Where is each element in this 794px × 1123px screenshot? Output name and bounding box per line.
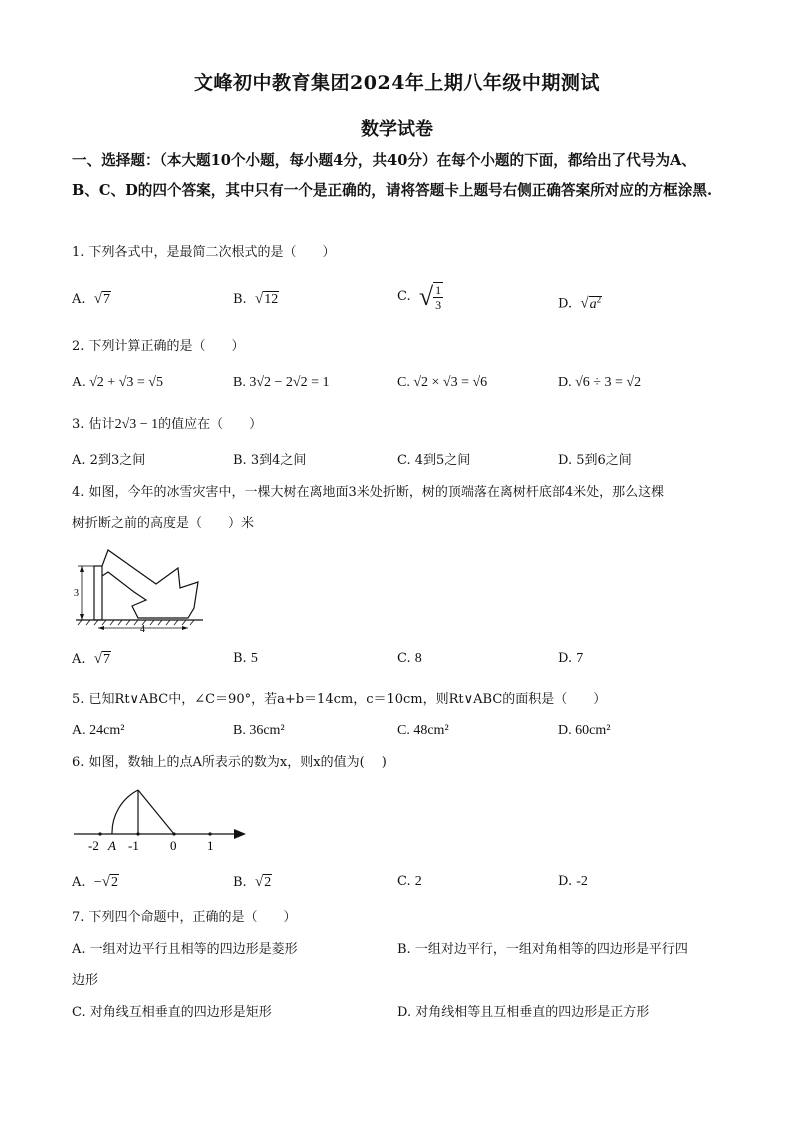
q7-option-c: C. 对角线互相垂直的四边形是矩形 bbox=[72, 1005, 272, 1020]
q1-option-b: B. √12 bbox=[233, 291, 279, 307]
question-6-stem: 6. 如图，数轴上的点A所表示的数为x，则x的值为( ) bbox=[72, 755, 387, 770]
tick-label-1: 1 bbox=[207, 838, 214, 853]
tick-label-minus-2: -2 bbox=[88, 838, 99, 853]
q5-option-c: C. 48cm² bbox=[397, 723, 449, 738]
section-heading bbox=[72, 146, 722, 206]
broken-tree-figure bbox=[68, 548, 208, 633]
q4-option-c: C. 8 bbox=[397, 651, 422, 666]
q5-option-b: B. 36cm² bbox=[233, 723, 285, 738]
q3-option-d: D. 5到6之间 bbox=[558, 453, 632, 468]
q7-option-d: D. 对角线相等且互相垂直的四边形是正方形 bbox=[397, 1005, 650, 1020]
hypotenuse bbox=[138, 790, 174, 834]
question-2-stem: 2. 下列计算正确的是（ ） bbox=[72, 339, 245, 354]
axis-arrow bbox=[234, 829, 246, 839]
exam-title: 文峰初中教育集团2024年上期八年级中期测试 bbox=[194, 72, 600, 94]
ground-hatching bbox=[78, 620, 194, 625]
q5-option-a: A. 24cm² bbox=[72, 723, 125, 738]
point-a-label: A bbox=[108, 838, 116, 853]
q3-option-b: B. 3到4之间 bbox=[233, 453, 307, 468]
q3-option-c: C. 4到5之间 bbox=[397, 453, 471, 468]
q6-option-c: C. 2 bbox=[397, 874, 422, 889]
base-label: 4 bbox=[140, 624, 145, 633]
question-3-stem: 3. 估计2√3 − 1的值应在（ ） bbox=[72, 417, 263, 432]
question-7-stem: 7. 下列四个命题中，正确的是（ ） bbox=[72, 910, 297, 925]
q7-option-b-continued: 边形 bbox=[72, 973, 99, 988]
fallen-crown bbox=[102, 550, 198, 618]
question-1-stem: 1. 下列各式中，是最简二次根式的是（ ） bbox=[72, 245, 336, 260]
tick-label-0: 0 bbox=[170, 838, 177, 853]
q2-option-b: B. 3√2 − 2√2 = 1 bbox=[233, 375, 330, 390]
tree-trunk bbox=[94, 566, 102, 620]
q3-option-a: A. 2到3之间 bbox=[72, 453, 146, 468]
q7-option-b: B. 一组对边平行，一组对角相等的四边形是平行四 bbox=[397, 942, 688, 957]
q1-option-d: D. $√a^2$ bbox=[558, 294, 602, 312]
q4-option-d: D. 7 bbox=[558, 651, 584, 666]
tick-label-minus-1: -1 bbox=[128, 838, 139, 853]
question-5-stem: 5. 已知Rt∨ABC中，∠C＝90°，若a+b＝14cm，c＝10cm，则Rt∨ABC的面积是（ ） bbox=[72, 692, 607, 707]
number-line-figure bbox=[70, 782, 250, 854]
q2-option-d: D. √6 ÷ 3 = √2 bbox=[558, 375, 642, 390]
question-4-stem-line2: 树折断之前的高度是（ ）米 bbox=[72, 516, 255, 531]
q1-option-a: A. √7 bbox=[72, 291, 111, 307]
q4-option-b: B. 5 bbox=[233, 651, 258, 666]
q6-option-b: B. √2 bbox=[233, 874, 272, 890]
q6-option-d: D. -2 bbox=[558, 874, 588, 889]
exam-subtitle: 数学试卷 bbox=[361, 119, 433, 140]
q5-option-d: D. 60cm² bbox=[558, 723, 611, 738]
q2-option-c: C. √2 × √3 = √6 bbox=[397, 375, 488, 390]
q1-option-c: C. √ $\frac{1}{3}$ bbox=[397, 282, 442, 312]
question-4-stem-line1: 4. 如图，今年的冰雪灾害中，一棵大树在离地面3米处折断，树的顶端落在离树杆底部4米处，那么这棵 bbox=[72, 485, 665, 500]
q2-option-a: A. √2 + √3 = √5 bbox=[72, 375, 163, 390]
q4-option-a: A. √7 bbox=[72, 651, 111, 667]
section-heading-text: 一、选择题：（本大题10个小题，每小题4分，共40分）在每个小题的下面，都给出了代号为A、B、C、D的四个答案，其中只有一个是正确的，请将答题卡上题号右侧正确答案所对应的方框涂黑. bbox=[72, 152, 713, 199]
height-label: 3 bbox=[74, 588, 79, 599]
q7-option-a: A. 一组对边平行且相等的四边形是菱形 bbox=[72, 942, 298, 957]
compass-arc bbox=[112, 790, 138, 834]
q6-option-a: A. −√2 bbox=[72, 874, 118, 890]
